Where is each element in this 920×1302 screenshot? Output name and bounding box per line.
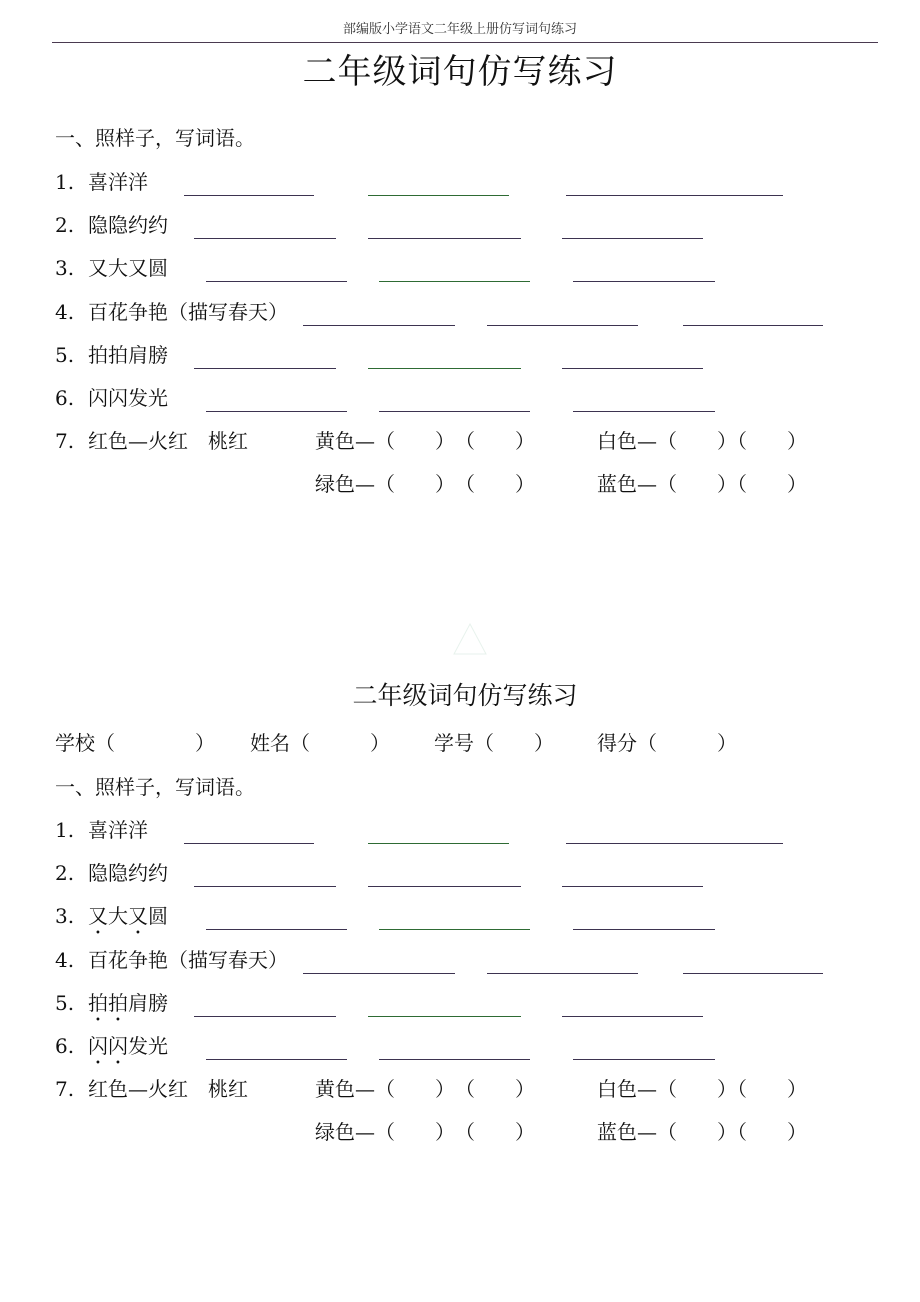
example-char: 发光 — [128, 386, 168, 410]
example-char: 拍 — [108, 342, 128, 367]
example-char: 喜洋洋 — [88, 170, 148, 194]
example-char: 闪 — [108, 1034, 128, 1058]
item-number: 1. — [55, 170, 75, 194]
answer-blank[interactable] — [573, 411, 715, 412]
yellow-color-blanks[interactable]: 黄色—（ ） （ ） — [315, 429, 535, 454]
answer-blank[interactable] — [194, 238, 336, 239]
answer-blank[interactable] — [184, 843, 314, 844]
answer-blank[interactable] — [206, 1059, 347, 1060]
answer-blank[interactable] — [206, 411, 347, 412]
example-char: 拍 — [88, 990, 108, 1015]
answer-blank[interactable] — [487, 973, 638, 974]
answer-blank[interactable] — [379, 929, 530, 930]
answer-blank[interactable] — [194, 368, 336, 369]
example-char: 肩膀 — [128, 342, 168, 367]
answer-blank[interactable] — [487, 325, 638, 326]
item-number: 1. — [55, 818, 75, 842]
item-number: 7. — [55, 429, 75, 454]
example-char: 大 — [108, 904, 128, 929]
example-char: 百花争艳（描写春天） — [88, 299, 288, 324]
yellow-color-blanks[interactable]: 黄色—（ ） （ ） — [315, 1077, 535, 1102]
example-char: 大 — [108, 256, 128, 281]
answer-blank[interactable] — [566, 195, 783, 196]
answer-blank[interactable] — [379, 411, 530, 412]
example-char: 发光 — [128, 1034, 168, 1058]
blue-color-blanks[interactable]: 蓝色—（ ）（ ） — [597, 1120, 807, 1145]
item-example — [88, 213, 168, 237]
item-number: 6. — [55, 386, 75, 410]
name-field[interactable]: 姓名（ ） — [250, 731, 390, 755]
header-rule — [52, 42, 878, 43]
section-title: 二年级词句仿写练习 — [352, 681, 578, 710]
item-example — [88, 386, 168, 410]
answer-blank[interactable] — [368, 843, 509, 844]
white-color-blanks[interactable]: 白色—（ ）（ ） — [597, 429, 807, 454]
answer-blank[interactable] — [566, 843, 783, 844]
example-char: 又 — [88, 256, 108, 281]
section-heading: 一、照样子，写词语。 — [55, 775, 255, 799]
item-number: 7. — [55, 1077, 75, 1102]
example-char: 隐隐约约 — [88, 213, 168, 238]
item-example — [88, 170, 148, 194]
example-char: 圆 — [148, 256, 168, 281]
green-color-blanks[interactable]: 绿色—（ ） （ ） — [315, 472, 535, 497]
answer-blank[interactable] — [573, 1059, 715, 1060]
example-char: 又 — [88, 904, 108, 929]
item-example — [88, 818, 148, 842]
white-color-blanks[interactable]: 白色—（ ）（ ） — [597, 1077, 807, 1102]
answer-blank[interactable] — [303, 325, 455, 326]
item-number: 3. — [55, 904, 75, 929]
answer-blank[interactable] — [206, 281, 347, 282]
answer-blank[interactable] — [303, 973, 455, 974]
example-char: 肩膀 — [128, 990, 168, 1015]
item-number: 4. — [55, 947, 75, 972]
answer-blank[interactable] — [194, 886, 336, 887]
answer-blank[interactable] — [368, 1016, 521, 1017]
answer-blank[interactable] — [379, 1059, 530, 1060]
item-example — [88, 904, 168, 939]
item-number: 4. — [55, 299, 75, 324]
example-char: 拍 — [88, 342, 108, 367]
answer-blank[interactable] — [562, 368, 703, 369]
item-example — [88, 256, 168, 280]
item-example — [88, 1034, 168, 1069]
answer-blank[interactable] — [184, 195, 314, 196]
answer-blank[interactable] — [562, 238, 703, 239]
item-example — [88, 300, 288, 324]
answer-blank[interactable] — [206, 929, 347, 930]
answer-blank[interactable] — [683, 973, 823, 974]
item-number: 3. — [55, 256, 75, 281]
item-example — [88, 343, 168, 367]
item-example — [88, 948, 288, 972]
running-header: 部编版小学语文二年级上册仿写词句练习 — [342, 22, 577, 37]
green-color-blanks[interactable]: 绿色—（ ） （ ） — [315, 1120, 535, 1145]
answer-blank[interactable] — [573, 281, 715, 282]
example-char: 圆 — [148, 904, 168, 929]
color-example: 红色—火红 桃红 — [88, 429, 248, 454]
example-char: 又 — [128, 904, 148, 929]
item-example — [88, 991, 168, 1026]
color-example: 红色—火红 桃红 — [88, 1077, 248, 1102]
item-number: 6. — [55, 1034, 75, 1058]
example-char: 闪 — [88, 386, 108, 410]
example-char: 百花争艳（描写春天） — [88, 947, 288, 972]
page-title: 二年级词句仿写练习 — [302, 52, 618, 92]
section-heading: 一、照样子，写词语。 — [55, 126, 255, 150]
school-field[interactable]: 学校（ ） — [55, 731, 215, 755]
item-number: 2. — [55, 213, 75, 238]
item-example — [88, 861, 168, 885]
answer-blank[interactable] — [562, 1016, 703, 1017]
answer-blank[interactable] — [368, 886, 521, 887]
answer-blank[interactable] — [379, 281, 530, 282]
item-number: 2. — [55, 861, 75, 886]
answer-blank[interactable] — [368, 368, 521, 369]
answer-blank[interactable] — [683, 325, 823, 326]
blue-color-blanks[interactable]: 蓝色—（ ）（ ） — [597, 472, 807, 497]
example-char: 喜洋洋 — [88, 818, 148, 842]
answer-blank[interactable] — [573, 929, 715, 930]
example-char: 闪 — [88, 1034, 108, 1058]
answer-blank[interactable] — [562, 886, 703, 887]
item-number: 5. — [55, 990, 75, 1015]
answer-blank[interactable] — [368, 238, 521, 239]
student-number-field[interactable]: 学号（ ） — [434, 731, 554, 755]
item-number: 5. — [55, 342, 75, 367]
score-field[interactable]: 得分（ ） — [597, 731, 737, 755]
example-char: 拍 — [108, 990, 128, 1015]
answer-blank[interactable] — [368, 195, 509, 196]
example-char: 又 — [128, 256, 148, 281]
watermark-icon — [450, 620, 490, 660]
example-char: 闪 — [108, 386, 128, 410]
answer-blank[interactable] — [194, 1016, 336, 1017]
example-char: 隐隐约约 — [88, 861, 168, 886]
